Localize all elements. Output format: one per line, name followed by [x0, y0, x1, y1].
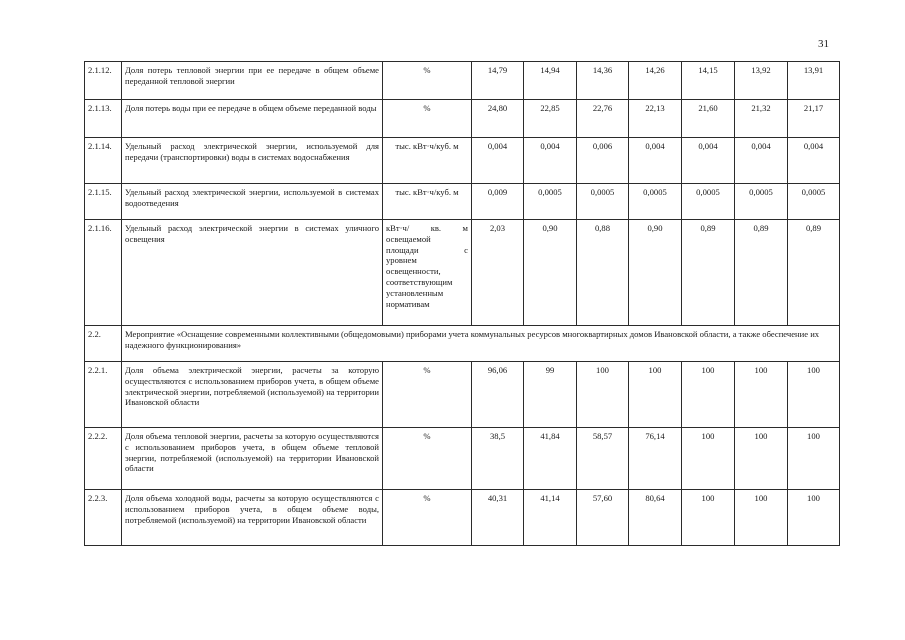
row-number-cell: 2.2.1. [85, 362, 122, 428]
indicators-table [84, 61, 840, 546]
unit-line: уровнем [386, 255, 417, 266]
value-cell: 41,84 [524, 428, 577, 490]
value-cell: 58,57 [577, 428, 629, 490]
value-cell: 0,004 [629, 138, 682, 184]
indicators-table-body [85, 62, 840, 546]
value-cell: 13,91 [788, 62, 840, 100]
value-cell: 100 [735, 490, 788, 546]
value-cell: 14,26 [629, 62, 682, 100]
value-cell: 100 [682, 490, 735, 546]
unit-line: нормативам [386, 298, 430, 309]
unit-cell [383, 220, 472, 326]
value-cell: 99 [524, 362, 577, 428]
value-cell: 100 [788, 428, 840, 490]
value-cell: 0,89 [735, 220, 788, 326]
indicator-name-cell: Доля объема электрической энергии, расчеты за которую осуществляются с использованием приборов учета, в общем объеме электрической энергии, потребляемой (используемой) на территории Ивановской области [122, 362, 383, 428]
row-number-cell: 2.2.3. [85, 490, 122, 546]
indicator-name-cell: Доля потерь тепловой энергии при ее передаче в общем объеме переданной тепловой энергии [122, 62, 383, 100]
table-row [85, 220, 840, 326]
value-cell: 14,79 [472, 62, 524, 100]
unit-cell: % [383, 362, 472, 428]
unit-cell: % [383, 428, 472, 490]
value-cell: 100 [735, 428, 788, 490]
value-cell: 100 [629, 362, 682, 428]
value-cell: 22,76 [577, 100, 629, 138]
value-cell: 2,03 [472, 220, 524, 326]
value-cell: 0,89 [682, 220, 735, 326]
row-number-cell: 2.1.15. [85, 184, 122, 220]
value-cell: 38,5 [472, 428, 524, 490]
value-cell: 76,14 [629, 428, 682, 490]
unit-cell: % [383, 490, 472, 546]
value-cell: 14,15 [682, 62, 735, 100]
indicator-name-cell: Доля объема тепловой энергии, расчеты за которую осуществляются с использованием приборов учета, в общем объеме тепловой энергии, потребляемой (используемой) на территории Ивановской области [122, 428, 383, 490]
table-row [85, 62, 840, 100]
value-cell: 0,89 [788, 220, 840, 326]
unit-line: освещенности, [386, 266, 441, 277]
value-cell: 0,0005 [577, 184, 629, 220]
table-row [85, 100, 840, 138]
value-cell: 21,32 [735, 100, 788, 138]
unit-cell: тыс. кВт·ч/куб. м [383, 184, 472, 220]
section-row [85, 326, 840, 362]
table-row [85, 138, 840, 184]
value-cell: 0,0005 [682, 184, 735, 220]
value-cell: 41,14 [524, 490, 577, 546]
value-cell: 96,06 [472, 362, 524, 428]
value-cell: 22,13 [629, 100, 682, 138]
unit-cell: % [383, 62, 472, 100]
unit-line: соответствующим [386, 276, 453, 287]
page-number: 31 [818, 38, 829, 50]
value-cell: 0,0005 [735, 184, 788, 220]
unit-cell: тыс. кВт·ч/куб. м [383, 138, 472, 184]
unit-line: площади с [386, 244, 468, 255]
indicator-name-cell: Удельный расход электрической энергии, используемой для передачи (транспортировки) воды в системах водоснабжения [122, 138, 383, 184]
row-number-cell: 2.1.16. [85, 220, 122, 326]
value-cell: 0,0005 [629, 184, 682, 220]
value-cell: 13,92 [735, 62, 788, 100]
indicator-name-cell: Удельный расход электрической энергии в системах уличного освещения [122, 220, 383, 326]
value-cell: 0,004 [682, 138, 735, 184]
value-cell: 40,31 [472, 490, 524, 546]
value-cell: 0,90 [524, 220, 577, 326]
unit-line: освещаемой [386, 233, 431, 244]
value-cell: 100 [682, 428, 735, 490]
value-cell: 0,004 [735, 138, 788, 184]
table-row [85, 428, 840, 490]
table-row [85, 184, 840, 220]
indicator-name-cell: Удельный расход электрической энергии, используемой в системах водоотведения [122, 184, 383, 220]
value-cell: 100 [788, 362, 840, 428]
value-cell: 0,0005 [524, 184, 577, 220]
section-title-cell: Мероприятие «Оснащение современными коллективными (общедомовыми) приборами учета коммунальных ресурсов многоквартирных домов Ивановской области, а также обеспечение их надежного функционирования» [122, 326, 840, 362]
indicator-name-cell: Доля потерь воды при ее передаче в общем объеме переданной воды [122, 100, 383, 138]
value-cell: 14,94 [524, 62, 577, 100]
unit-cell: % [383, 100, 472, 138]
row-number-cell: 2.2. [85, 326, 122, 362]
value-cell: 100 [577, 362, 629, 428]
unit-line: кВт·ч/ кв. м [386, 223, 468, 233]
value-cell: 0,88 [577, 220, 629, 326]
value-cell: 0,004 [788, 138, 840, 184]
row-number-cell: 2.2.2. [85, 428, 122, 490]
row-number-cell: 2.1.13. [85, 100, 122, 138]
value-cell: 0,90 [629, 220, 682, 326]
value-cell: 21,60 [682, 100, 735, 138]
value-cell: 100 [682, 362, 735, 428]
value-cell: 21,17 [788, 100, 840, 138]
row-number-cell: 2.1.14. [85, 138, 122, 184]
value-cell: 100 [735, 362, 788, 428]
value-cell: 0,004 [524, 138, 577, 184]
value-cell: 0,009 [472, 184, 524, 220]
row-number-cell: 2.1.12. [85, 62, 122, 100]
value-cell: 24,80 [472, 100, 524, 138]
value-cell: 0,006 [577, 138, 629, 184]
value-cell: 80,64 [629, 490, 682, 546]
value-cell: 57,60 [577, 490, 629, 546]
value-cell: 22,85 [524, 100, 577, 138]
table-row [85, 490, 840, 546]
table-row [85, 362, 840, 428]
unit-line: установленным [386, 287, 444, 298]
indicator-name-cell: Доля объема холодной воды, расчеты за которую осуществляются с использованием приборов учета, в общем объеме воды, потребляемой (используемой) на территории Ивановской области [122, 490, 383, 546]
value-cell: 0,004 [472, 138, 524, 184]
value-cell: 0,0005 [788, 184, 840, 220]
value-cell: 14,36 [577, 62, 629, 100]
value-cell: 100 [788, 490, 840, 546]
